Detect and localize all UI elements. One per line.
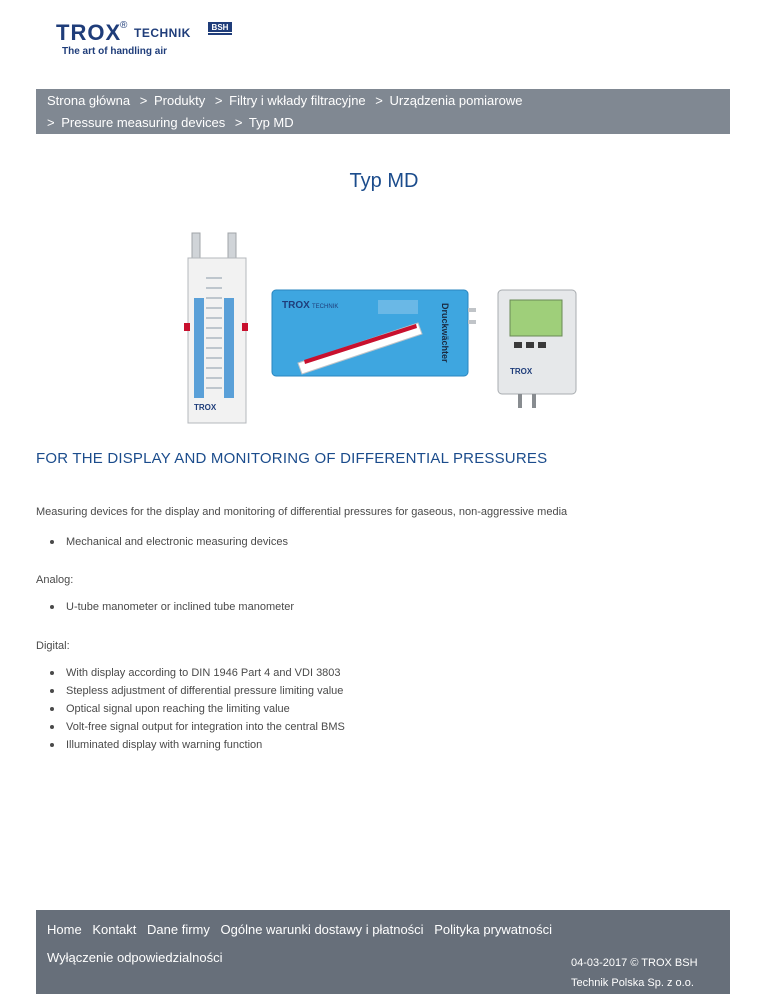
breadcrumb	[36, 89, 730, 134]
product-description: Measuring devices for the display and monitoring of differential pressures for gaseous, non-aggressive media	[36, 506, 568, 518]
footer-link-privacy[interactable]: Polityka prywatności	[434, 922, 552, 937]
section-heading: FOR THE DISPLAY AND MONITORING OF DIFFERENTIAL PRESSURES	[36, 450, 548, 467]
list-item: Illuminated display with warning function	[36, 736, 345, 754]
footer-nav	[47, 922, 559, 937]
logo-trox-text: TROX	[56, 20, 122, 45]
svg-text:BSH: BSH	[211, 23, 229, 32]
breadcrumb-current-page[interactable]: Typ MD	[248, 115, 294, 130]
copyright-line-2: Technik Polska Sp. z o.o.	[571, 977, 694, 989]
digital-label: Digital:	[36, 640, 70, 652]
breadcrumb-separator: >	[234, 115, 243, 130]
svg-text:TROX: TROX	[194, 403, 217, 412]
site-footer	[36, 910, 730, 994]
footer-link-terms[interactable]: Ogólne warunki dostawy i płatności	[220, 922, 424, 937]
intro-feature-list	[36, 533, 288, 551]
breadcrumb-separator: >	[47, 115, 55, 130]
footer-link-disclaimer[interactable]: Wyłączenie odpowiedzialności	[47, 950, 223, 965]
bsh-logo-icon	[208, 22, 232, 36]
digital-pressure-monitor-icon	[498, 290, 576, 408]
registered-mark-icon: ®	[120, 20, 128, 31]
site-logo[interactable]	[56, 20, 256, 60]
svg-text:TROX: TROX	[282, 300, 310, 311]
list-item: Mechanical and electronic measuring devices	[36, 533, 288, 551]
product-image	[180, 228, 590, 428]
breadcrumb-separator: >	[139, 93, 148, 108]
breadcrumb-home-link[interactable]: Strona główna	[47, 93, 131, 108]
analog-label: Analog:	[36, 574, 74, 586]
analog-feature-list	[36, 598, 294, 616]
list-item: Volt-free signal output for integration into the central BMS	[36, 718, 345, 736]
list-item: U-tube manometer or inclined tube manometer	[36, 598, 294, 616]
svg-text:Druckwächter: Druckwächter	[440, 303, 450, 363]
breadcrumb-filters-link[interactable]: Filtry i wkłady filtracyjne	[229, 93, 366, 108]
svg-text:TECHNIK: TECHNIK	[312, 304, 339, 310]
inclined-tube-manometer-icon	[272, 290, 476, 376]
breadcrumb-separator: >	[375, 93, 383, 108]
list-item: Optical signal upon reaching the limiting value	[36, 700, 345, 718]
logo-tagline: The art of handling air	[62, 46, 168, 57]
footer-link-home[interactable]: Home	[47, 922, 82, 937]
page-title: Typ MD	[349, 170, 419, 192]
u-tube-manometer-icon	[184, 233, 248, 423]
breadcrumb-measuring-devices-link[interactable]: Urządzenia pomiarowe	[389, 93, 523, 108]
copyright-text	[571, 953, 698, 993]
breadcrumb-products-link[interactable]: Produkty	[153, 93, 206, 108]
copyright-line-1: 04-03-2017 © TROX BSH	[571, 957, 698, 969]
list-item: With display according to DIN 1946 Part 4 and VDI 3803	[36, 664, 345, 682]
logo-technik-text: TECHNIK	[134, 26, 191, 40]
breadcrumb-pressure-devices-link[interactable]: Pressure measuring devices	[61, 115, 226, 130]
svg-text:TROX: TROX	[510, 367, 533, 376]
list-item: Stepless adjustment of differential pressure limiting value	[36, 682, 345, 700]
digital-feature-list	[36, 664, 345, 754]
footer-link-company-data[interactable]: Dane firmy	[147, 922, 210, 937]
breadcrumb-separator: >	[214, 93, 223, 108]
footer-link-contact[interactable]: Kontakt	[92, 922, 137, 937]
